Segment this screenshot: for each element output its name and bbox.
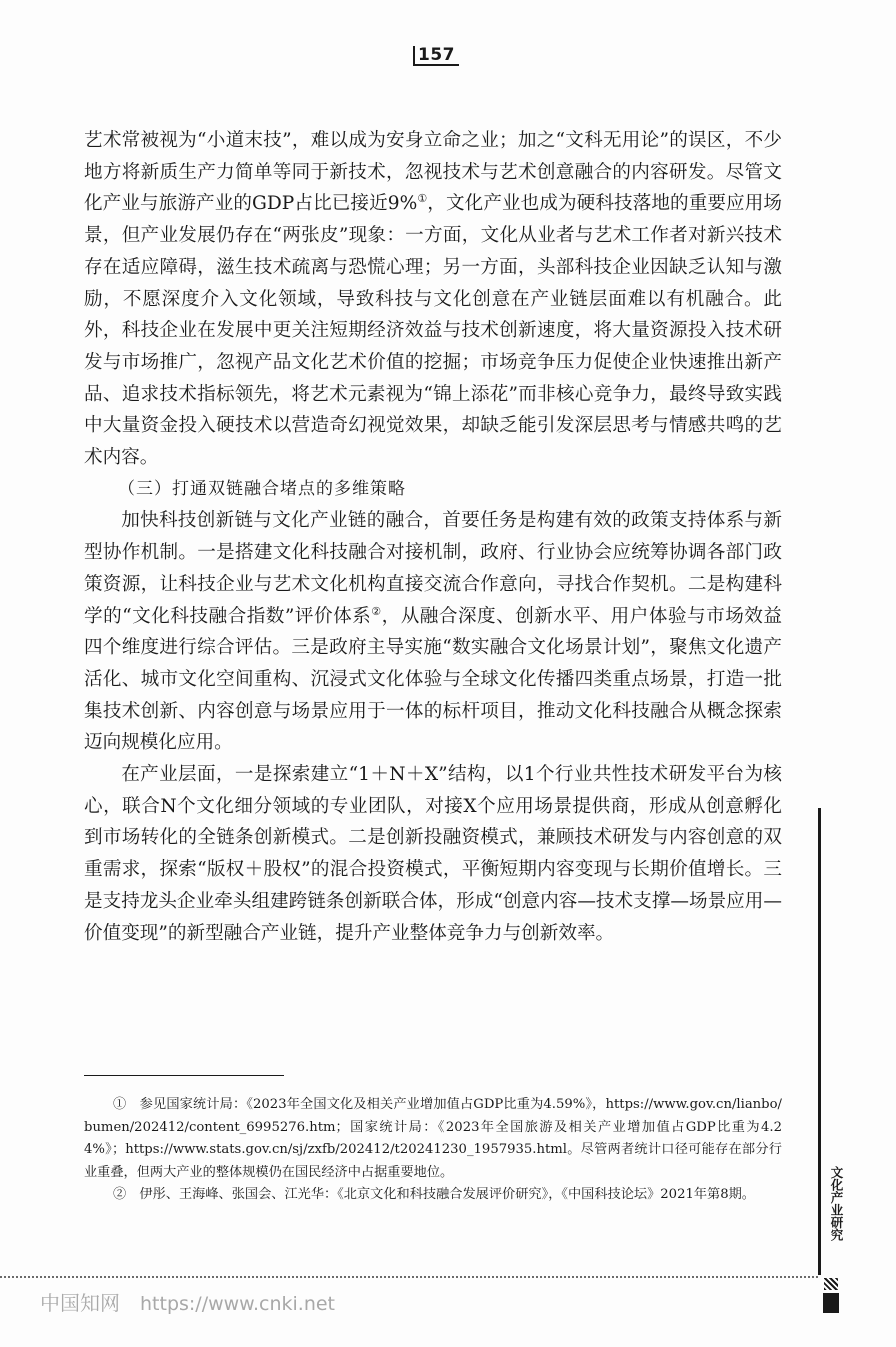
section-heading: （三）打通双链融合堵点的多维策略 bbox=[118, 478, 406, 499]
footnote-ref[interactable]: ② bbox=[371, 604, 382, 618]
footnote-ref[interactable]: ① bbox=[417, 192, 428, 206]
watermark-url: https://www.cnki.net bbox=[140, 1293, 336, 1315]
footnote-1: ① 参见国家统计局：《2023年全国文化及相关产业增加值占GDP比重为4.59%》，https://www.gov.cn/lianbo/bumen/202412/content_6995276.htm；国家统计局：《2023年全国旅游及相关产业增加值占GDP比重为4.24%》；https://www.stats.gov.cn/sj/zxfb/202412/t20241230_1957935.html。尽管两者统计口径可能存在部分行业重叠，但两大产业的整体规模仍在国民经济中占据重要地位。 bbox=[84, 1097, 782, 1180]
paragraph: 加快科技创新链与文化产业链的融合，首要任务是构建有效的政策支持体系与新型协作机制。一是搭建文化科技融合对接机制，政府、行业协会应统筹协调各部门政策资源，让科技企业与艺术文化机构直接交流合作意向，寻找合作契机。二是构建科学的“文化科技融合指数”评价体系②，从融合深度、创新水平、用户体验与市场效益四个维度进行综合评估。三是政府主导实施“数实融合文化场景计划”，聚焦文化遗产活化、城市文化空间重构、沉浸式文化体验与全球文化传播四类重点场景，打造一批集技术创新、内容创意与场景应用于一体的标杆项目，推动文化科技融合从概念探索迈向规模化应用。 bbox=[84, 510, 782, 754]
section-side-label: 文化产业研究 bbox=[829, 1166, 844, 1241]
footnotes bbox=[84, 1094, 782, 1207]
dotted-divider bbox=[0, 1276, 818, 1278]
page-number: 157 bbox=[413, 46, 459, 66]
footnote-divider bbox=[84, 1075, 284, 1076]
paragraph: 在产业层面，一是探索建立“1＋N＋X”结构，以1个行业共性技术研发平台为核心，联合N个文化细分领域的专业团队，对接X个应用场景提供商，形成从创意孵化到市场转化的全链条创新模式。二是创新投融资模式，兼顾技术研发与内容创意的双重需求，探索“版权＋股权”的混合投资模式，平衡短期内容变现与长期价值增长。三是支持龙头企业牵头组建跨链条创新联合体，形成“创意内容—技术支撑—场景应用—价值变现”的新型融合产业链，提升产业整体竞争力与创新效率。 bbox=[84, 764, 782, 944]
watermark bbox=[40, 1287, 335, 1316]
side-rule bbox=[818, 808, 821, 1275]
side-tab-block bbox=[823, 1293, 839, 1313]
paragraph: 艺术常被视为“小道末技”，难以成为安身立命之业；加之“文科无用论”的误区，不少地方将新质生产力简单等同于新技术，忽视技术与艺术创意融合的内容研发。尽管文化产业与旅游产业的GDP占比已接近9%①，文化产业也成为硬科技落地的重要应用场景，但产业发展仍存在“两张皮”现象：一方面，文化从业者与艺术工作者对新兴技术存在适应障碍，滋生技术疏离与恐慌心理；另一方面，头部科技企业因缺乏认知与激励，不愿深度介入文化领域，导致科技与文化创意在产业链层面难以有机融合。此外，科技企业在发展中更关注短期经济效益与技术创新速度，将大量资源投入技术研发与市场推广，忽视产品文化艺术价值的挖掘；市场竞争压力促使企业快速推出新产品、追求技术指标领先，将艺术元素视为“锦上添花”而非核心竞争力，最终导致实践中大量资金投入硬技术以营造奇幻视觉效果，却缺乏能引发深层思考与情感共鸣的艺术内容。 bbox=[84, 130, 782, 469]
watermark-name: 中国知网 bbox=[40, 1291, 120, 1315]
footnote-2: ② 伊彤、王海峰、张国会、江光华：《北京文化和科技融合发展评价研究》，《中国科技论坛》2021年第8期。 bbox=[113, 1187, 755, 1203]
side-tab-mark bbox=[824, 1278, 838, 1290]
main-text bbox=[84, 125, 782, 949]
